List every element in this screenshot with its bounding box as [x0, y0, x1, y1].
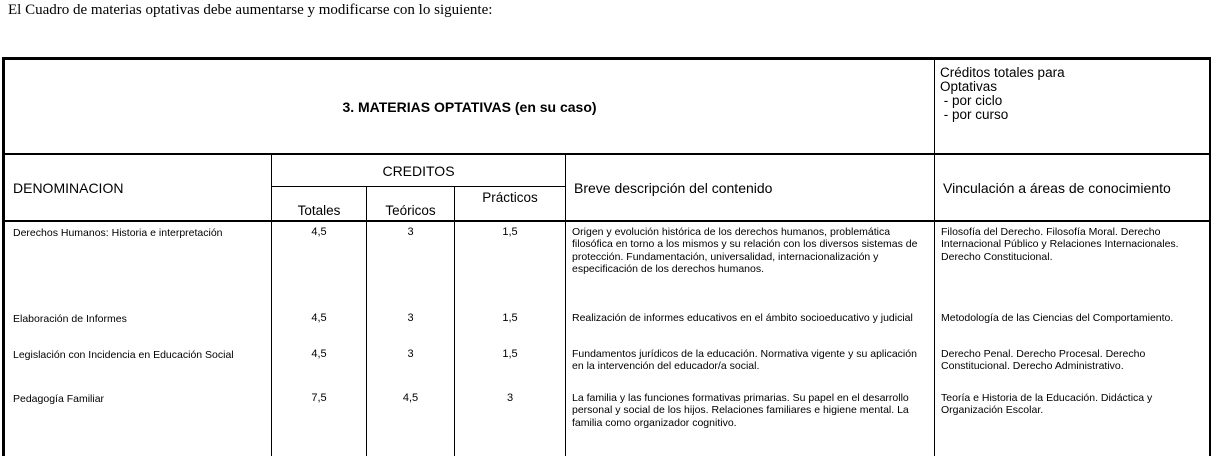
- credits-total: 7,5: [272, 388, 367, 456]
- table-row: [4, 344, 1211, 388]
- table-row: [4, 221, 1211, 308]
- total-credits-line: Créditos totales para: [940, 65, 1065, 80]
- credits-theory: 4,5: [367, 388, 455, 456]
- subject-name: Elaboración de Informes: [4, 308, 272, 344]
- header-descripcion: Breve descripción del contenido: [566, 154, 935, 221]
- total-credits-line: - por ciclo: [940, 93, 1003, 108]
- content-description: La familia y las funciones formativas primarias. Su papel en el desarrollo personal y social de los hijos. Relaciones familiares e higiene mental. La familia como organizador cognitivo.: [566, 388, 935, 456]
- subject-name: Derechos Humanos: Historia e interpretación: [4, 221, 272, 308]
- knowledge-areas: Derecho Penal. Derecho Procesal. Derecho Constitucional. Derecho Administrativo.: [935, 344, 1211, 388]
- subject-name: Legislación con Incidencia en Educación Social: [4, 344, 272, 388]
- credits-theory: 3: [367, 308, 455, 344]
- content-description: Realización de informes educativos en el ámbito socioeducativo y judicial: [566, 308, 935, 344]
- credits-total: 4,5: [272, 344, 367, 388]
- credits-theory: 3: [367, 221, 455, 308]
- table-title: 3. MATERIAS OPTATIVAS (en su caso): [4, 59, 935, 155]
- header-vinculacion: Vinculación a áreas de conocimiento: [935, 154, 1211, 221]
- content-description: Fundamentos jurídicos de la educación. Normativa vigente y su aplicación en la intervención del educador/a social.: [566, 344, 935, 388]
- subject-name: Pedagogía Familiar: [4, 388, 272, 456]
- credits-theory: 3: [367, 344, 455, 388]
- header-creditos: CREDITOS: [272, 154, 566, 187]
- header-denominacion: DENOMINACION: [4, 154, 272, 221]
- header-teoricos: Teóricos: [367, 187, 455, 222]
- knowledge-areas: Teoría e Historia de la Educación. Didáctica y Organización Escolar.: [935, 388, 1211, 456]
- total-credits-line: - por curso: [940, 107, 1009, 122]
- knowledge-areas: Metodología de las Ciencias del Comportamiento.: [935, 308, 1211, 344]
- credits-practice: 1,5: [455, 344, 566, 388]
- total-credits-line: Optativas: [940, 79, 998, 94]
- credits-practice: 3: [455, 388, 566, 456]
- table-row: [4, 388, 1211, 456]
- header-totales: Totales: [272, 187, 367, 222]
- knowledge-areas: Filosofía del Derecho. Filosofía Moral. Derecho Internacional Público y Relaciones Internacionales. Derecho Constitucional.: [935, 221, 1211, 308]
- content-description: Origen y evolución histórica de los derechos humanos, problemática filosófica en torno a los mismos y su relación con los diversos sistemas de protección. Fundamentación, universalidad, internacionalización y especificación de los derechos humanos.: [566, 221, 935, 308]
- credits-total: 4,5: [272, 308, 367, 344]
- total-credits-box: [935, 59, 1211, 155]
- optional-subjects-table: [2, 57, 1211, 456]
- header-practicos: Prácticos: [455, 187, 566, 222]
- intro-text: El Cuadro de materias optativas debe aumentarse y modificarse con lo siguiente:: [8, 2, 493, 18]
- credits-total: 4,5: [272, 221, 367, 308]
- credits-practice: 1,5: [455, 221, 566, 308]
- table-row: [4, 308, 1211, 344]
- credits-practice: 1,5: [455, 308, 566, 344]
